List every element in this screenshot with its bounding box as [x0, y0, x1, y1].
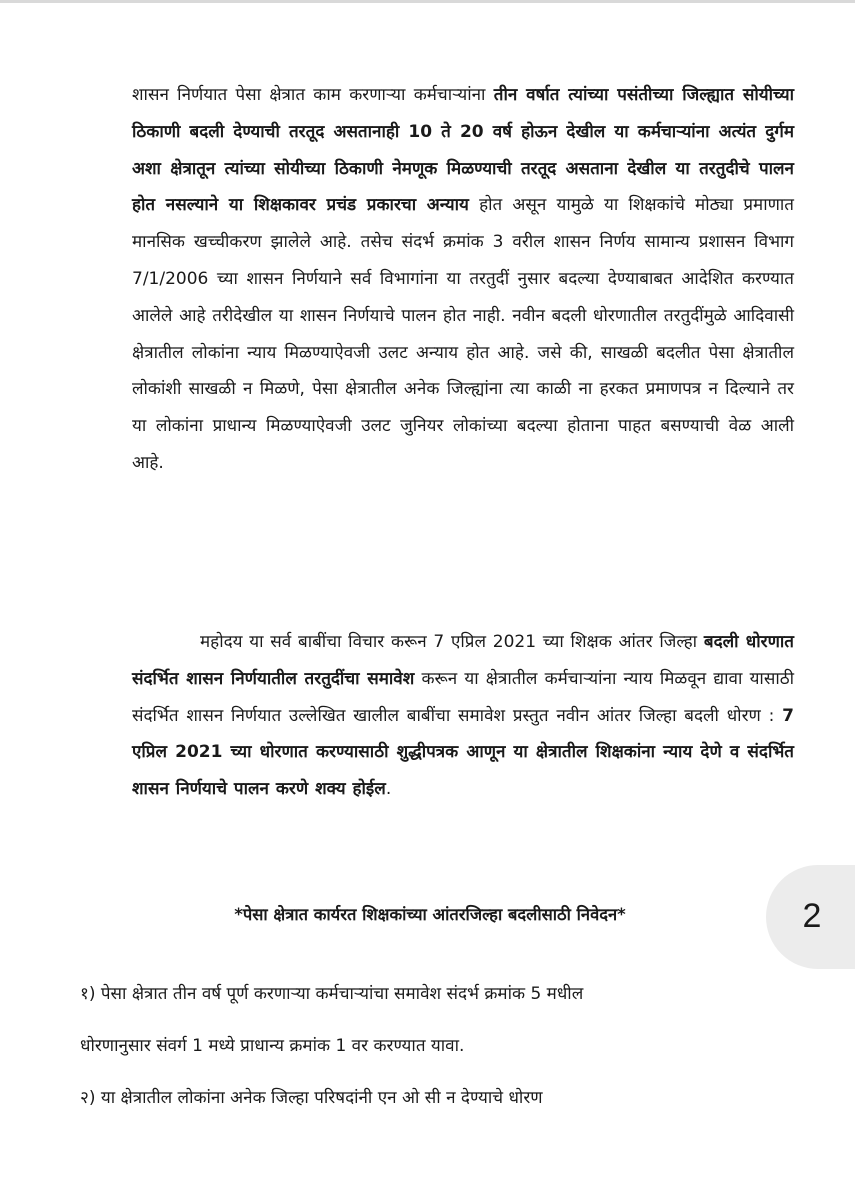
- paragraph2-text-end: .: [385, 779, 392, 800]
- list-item-1-line-1: १) पेसा क्षेत्रात तीन वर्ष पूर्ण करणाऱ्या कर्मचाऱ्यांचा समावेश संदर्भ क्रमांक 5 मधील: [80, 984, 584, 1004]
- paragraph2-text-regular-b: करून या क्षेत्रातील कर्मचाऱ्यांना न्याय मिळवून द्यावा यासाठी संदर्भित शासन निर्णयात उल्लेखित खालील बाबींचा समावेश प्रस्तुत नवीन आंतर जिल्हा बदली धोरण :: [132, 668, 795, 726]
- page-number-tab: [766, 865, 855, 969]
- page-number: 2: [802, 897, 822, 935]
- paragraph-transfer-provision: [132, 77, 794, 482]
- list-item-2-line-1: २) या क्षेत्रातील लोकांना अनेक जिल्हा परिषदांनी एन ओ सी न देण्याचे धोरण: [80, 1088, 543, 1108]
- paragraph-request: [132, 624, 794, 808]
- list-item-1-line-2: धोरणानुसार संवर्ग 1 मध्ये प्राधान्य क्रमांक 1 वर करण्यात यावा.: [80, 1036, 465, 1056]
- paragraph1-text-regular-a: शासन निर्णयात पेसा क्षेत्रात काम करणाऱ्या कर्मचाऱ्यांना: [132, 85, 494, 105]
- memorandum-heading: *पेसा क्षेत्रात कार्यरत शिक्षकांच्या आंतरजिल्हा बदलीसाठी निवेदन*: [234, 905, 626, 924]
- paragraph1-text-regular-b: होत असून यामुळे या शिक्षकांचे मोठ्या प्रमाणात मानसिक खच्चीकरण झालेले आहे. तसेच संदर्भ क्रमांक 3 वरील शासन निर्णय सामान्य प्रशासन विभाग 7/1/2006 च्या शासन निर्णयाने सर्व विभागांना या तरतुदीं नुसार बदल्या देण्याबाबत आदेशित करण्यात आलेले आहे तरीदेखील या शासन निर्णयाचे पालन होत नाही. नवीन बदली धोरणातील तरतुदींमुळे आदिवासी क्षेत्रातील लोकांना न्याय मिळण्याऐवजी उलट अन्याय होत आहे. जसे की, साखळी बदलीत पेसा क्षेत्रातील लोकांशी साखळी न मिळणे, पेसा क्षेत्रातील अनेक जिल्ह्यांना त्या काळी ना हरकत प्रमाणपत्र न दिल्याने तर या लोकांना प्राधान्य मिळण्याऐवजी उलट जुनियर लोकांच्या बदल्या होताना पाहत बसण्याची वेळ आली आहे.: [132, 195, 795, 473]
- paragraph2-text-regular-a: महोदय या सर्व बाबींचा विचार करून 7 एप्रिल 2021 च्या शिक्षक आंतर जिल्हा: [200, 632, 704, 652]
- paragraph2-text-bold-b: 7 एप्रिल 2021 च्या धोरणात करण्यासाठी शुद्धीपत्रक आणून या क्षेत्रातील शिक्षकांना न्याय देणे व संदर्भित शासन निर्णयाचे पालन करणे शक्य होईल: [132, 705, 794, 800]
- paragraph1-text-bold: तीन वर्षात त्यांच्या पसंतीच्या जिल्ह्यात सोयीच्या ठिकाणी बदली देण्याची तरतूद असतानाही 10 ते 20 वर्ष होऊन देखील या कर्मचाऱ्यांना अत्यंत दुर्गम अशा क्षेत्रातून त्यांच्या सोयीच्या ठिकाणी नेमणूक मिळण्याची तरतूद असताना देखील या तरतुदीचे पालन होत नसल्याने या शिक्षकावर प्रचंड प्रकारचा अन्याय: [132, 85, 794, 216]
- paragraph2-text-bold-a: बदली धोरणात संदर्भित शासन निर्णयातील तरतुदींचा समावेश: [132, 632, 794, 689]
